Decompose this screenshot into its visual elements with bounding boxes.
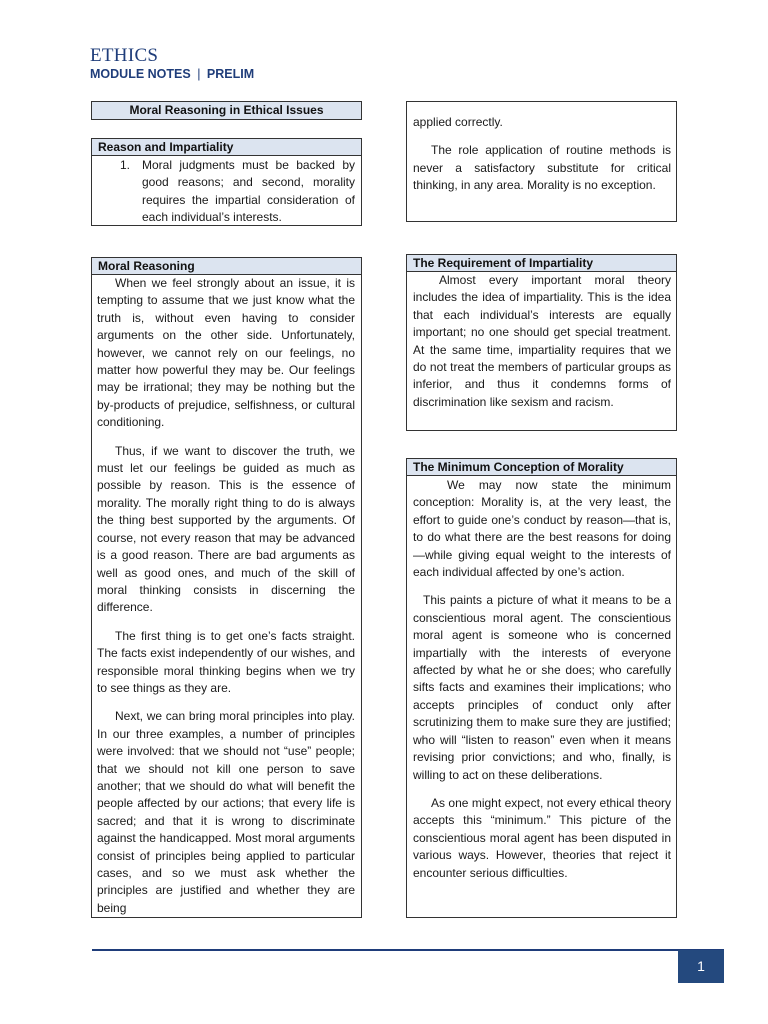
paragraph: As one might expect, not every ethical theory accepts this “minimum.” This picture of the conscientious moral agent has been disputed in various ways. However, theories that reject it encounter serious difficulties.	[413, 795, 671, 880]
paragraph: The role application of routine methods is never a satisfactory substitute for critical thinking, in any area. Morality is no exception.	[413, 143, 671, 193]
subtitle-separator: |	[197, 67, 201, 81]
minimum-conception-text	[413, 477, 671, 893]
term-label: PRELIM	[206, 67, 255, 81]
impartiality-text	[413, 272, 671, 422]
moral-reasoning-heading: Moral Reasoning	[91, 257, 362, 275]
reason-impartiality-heading: Reason and Impartiality	[91, 138, 362, 156]
section-main-title: Moral Reasoning in Ethical Issues	[91, 101, 362, 120]
minimum-conception-heading: The Minimum Conception of Morality	[406, 458, 677, 476]
document-title: ETHICS	[90, 45, 159, 66]
paragraph: This paints a picture of what it means to be a conscientious moral agent. The conscientious moral agent is someone who is concerned impartially with the interests of everyone affected by what he or she does; who carefully sifts facts and examines their implications; who accepts principles of conduct only after scrutinizing them to make sure they are justified; who will “listen to reason” even when it means revising prior convictions; and who, finally, is willing to act on these deliberations.	[413, 593, 671, 782]
paragraph: The first thing is to get one’s facts straight. The facts exist independently of our wishes, and responsible moral thinking begins when we try to see things as they are.	[97, 628, 355, 695]
moral-reasoning-text	[97, 275, 355, 928]
continued-text	[413, 114, 671, 206]
module-label: MODULE NOTES	[90, 67, 191, 81]
impartiality-heading: The Requirement of Impartiality	[406, 254, 677, 272]
paragraph: When we feel strongly about an issue, it is tempting to assume that we just know what the truth is, without even having to consider arguments on the other side. Unfortunately, however, we cannot rely on our feelings, no matter how powerful they may be. Our feelings may be irrational; they may be nothing but the by-products of prejudice, selfishness, or cultural conditioning.	[97, 276, 355, 430]
paragraph: Almost every important moral theory includes the idea of impartiality. This is the idea that each individual’s interests are equally important; no one should get special treatment. At the same time, impartiality requires that we do not treat the members of particular groups as inferior, and thus it condemns forms of discrimination like sexism and racism.	[413, 273, 671, 409]
paragraph: applied correctly.	[413, 115, 503, 129]
paragraph: Next, we can bring moral principles into play. In our three examples, a number of principles were involved: that we should not “use” people; that we should not kill one person to save another; that we should do what will benefit the people affected by our actions; that every life is sacred; and that it is wrong to discriminate against the handicapped. Most moral arguments consist of principles being applied to particular cases, and so we must ask whether the principles are justified and whether they are being	[97, 709, 355, 915]
page-number-badge: 1	[678, 950, 724, 983]
paragraph: We may now state the minimum conception: Morality is, at the very least, the effort to guide one’s conduct by reason—that is, to do what there are the best reasons for doing—while giving equal weight to the interests of each individual affected by one’s action.	[413, 478, 671, 580]
list-number: 1.	[120, 158, 131, 172]
document-subtitle	[90, 67, 254, 81]
reason-list-item	[120, 157, 355, 227]
list-item-text: Moral judgments must be backed by good reasons; and second, morality requires the impartial consideration of each individual’s interests.	[142, 158, 355, 225]
footer-divider	[92, 949, 724, 951]
paragraph: Thus, if we want to discover the truth, we must let our feelings be guided as much as possible by reason. This is the essence of morality. The morally right thing to do is always the thing best supported by the arguments. Of course, not every reason that may be advanced is a good reason. There are bad arguments as well as good ones, and much of the skill of moral thinking consists in discerning the difference.	[97, 443, 355, 615]
